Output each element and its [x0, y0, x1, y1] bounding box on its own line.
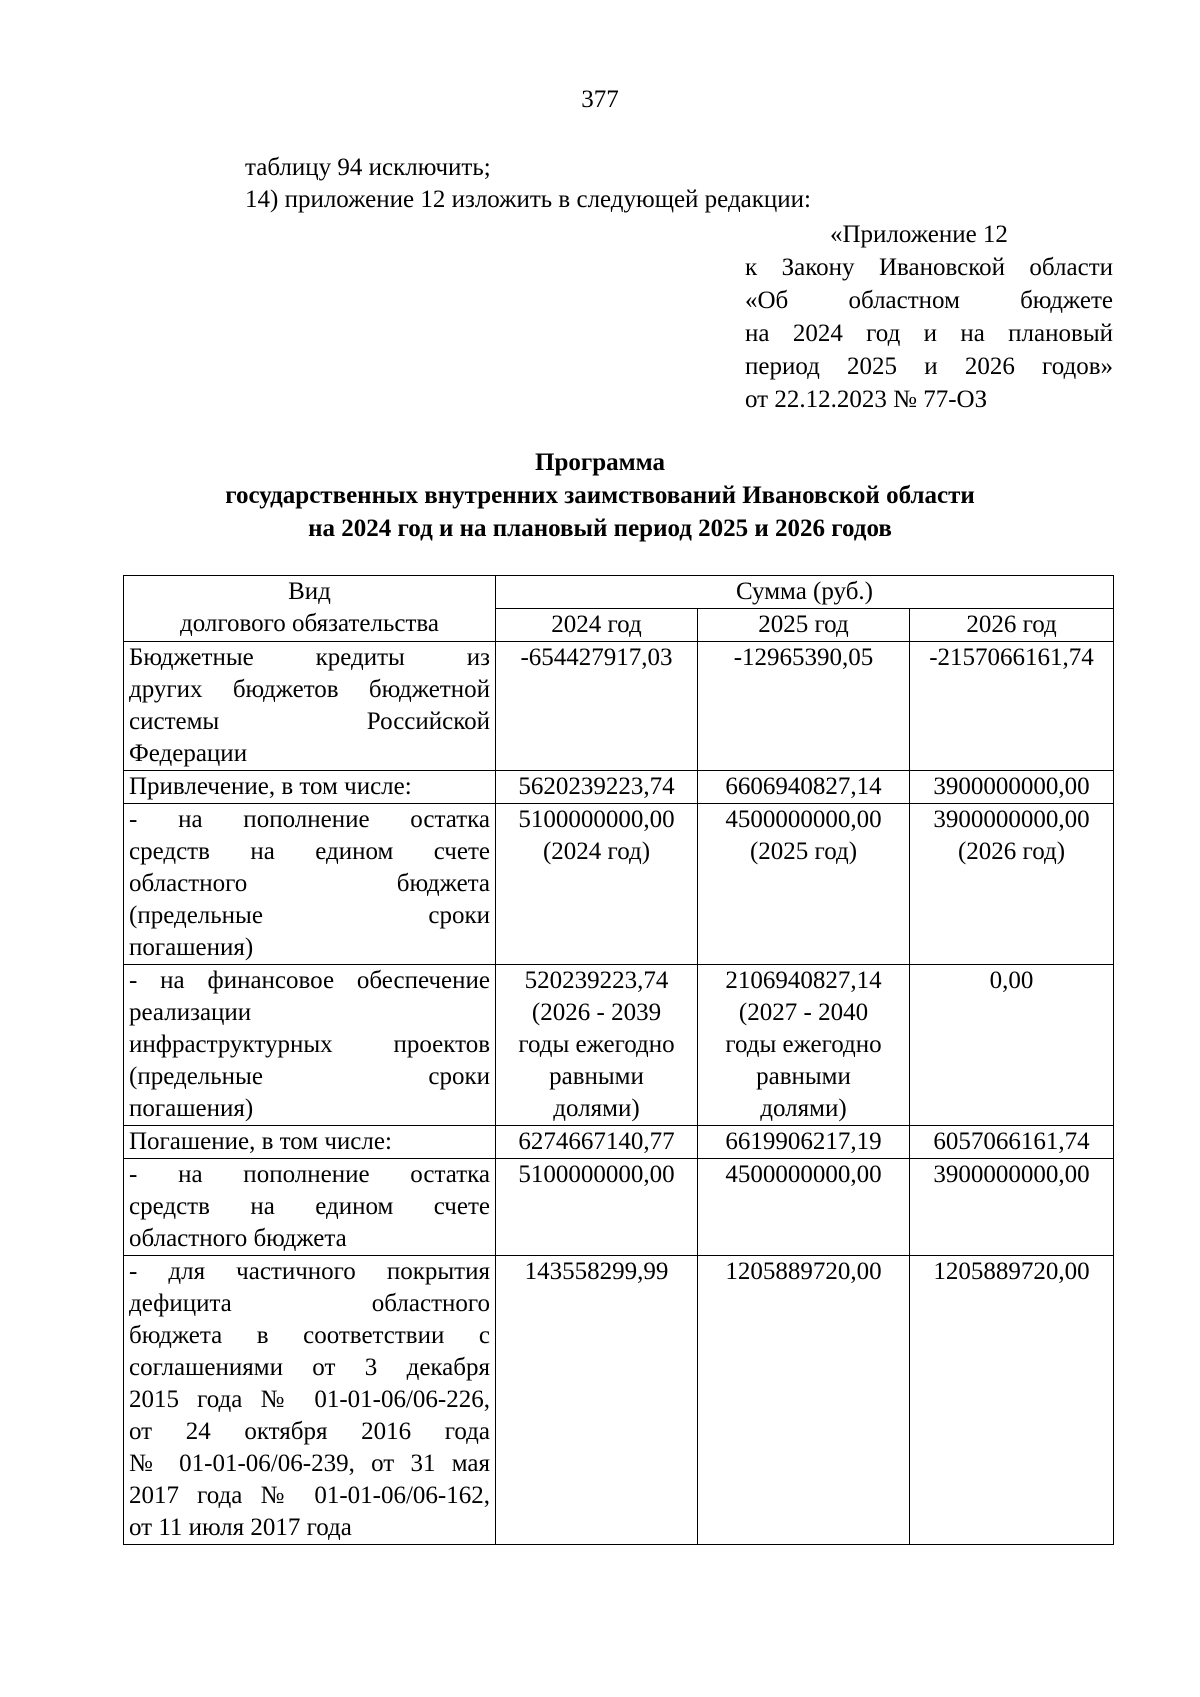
table-header-row [124, 576, 1114, 609]
row-label-line: Федерации [129, 740, 248, 767]
row-label-line: областного бюджета [129, 1225, 347, 1252]
row-label-line: бюджета в соответствии с [129, 1322, 490, 1349]
value-line: 0,00 [989, 967, 1034, 994]
row-label-line: 2015 года № 01-01-06/06-226, [129, 1386, 490, 1413]
row-label-line: Привлечение, в том числе: [129, 773, 412, 800]
row-value-2026 [910, 965, 1114, 1126]
intro-line-1: таблицу 94 исключить; [245, 154, 491, 181]
row-label-line: 2017 года № 01-01-06/06-162, [129, 1482, 490, 1509]
row-label-line: областного бюджета [129, 870, 490, 897]
value-line: 3900000000,00 [933, 1161, 1090, 1188]
appendix-line-4: на 2024 год и на плановый [745, 320, 1113, 347]
header-kind-line-1: Вид [288, 578, 331, 605]
row-label-line: - для частичного покрытия [129, 1258, 490, 1285]
row-label-line: (предельные сроки [129, 1063, 490, 1090]
row-value-2025 [698, 1159, 910, 1256]
appendix-line-6: от 22.12.2023 № 77-ОЗ [745, 386, 988, 413]
value-line: 4500000000,00 [725, 806, 882, 833]
row-label [124, 804, 496, 965]
row-label-line: - на пополнение остатка [129, 1161, 490, 1188]
value-line: (2025 год) [749, 838, 858, 865]
appendix-line-1: «Приложение 12 [830, 221, 1008, 248]
title-line-2: государственных внутренних заимствований Ивановской области [225, 482, 975, 509]
value-line: 3900000000,00 [933, 806, 1090, 833]
value-line: 6606940827,14 [725, 773, 882, 800]
row-label-line: погашения) [129, 1095, 254, 1122]
header-sum: Сумма (руб.) [496, 576, 1114, 609]
row-label [124, 1126, 496, 1159]
intro-text [245, 152, 811, 216]
row-value-2024 [496, 804, 698, 965]
value-line: равными [549, 1063, 644, 1090]
table-row [124, 804, 1114, 965]
value-line: -654427917,03 [520, 644, 673, 671]
value-line: 6274667140,77 [518, 1128, 675, 1155]
row-label-line: погашения) [129, 934, 254, 961]
value-line: долями) [760, 1095, 847, 1122]
row-label-line: Бюджетные кредиты из [129, 644, 490, 671]
appendix-line-5: период 2025 и 2026 годов» [745, 353, 1113, 380]
row-label [124, 1256, 496, 1545]
value-line: 6619906217,19 [725, 1128, 882, 1155]
row-value-2024 [496, 1256, 698, 1545]
value-line: 2106940827,14 [725, 967, 882, 994]
row-value-2024 [496, 1126, 698, 1159]
header-year-2024: 2024 год [496, 609, 698, 642]
value-line: 1205889720,00 [725, 1258, 882, 1285]
value-line: 143558299,99 [524, 1258, 669, 1285]
row-label-line: Погашение, в том числе: [129, 1128, 392, 1155]
value-line: -2157066161,74 [929, 644, 1094, 671]
value-line: 6057066161,74 [933, 1128, 1090, 1155]
row-label-line: соглашениями от 3 декабря [129, 1354, 490, 1381]
value-line: 3900000000,00 [933, 773, 1090, 800]
table-row [124, 1159, 1114, 1256]
value-line: 5620239223,74 [518, 773, 675, 800]
value-line: 520239223,74 [524, 967, 669, 994]
table-row [124, 965, 1114, 1126]
value-line: 1205889720,00 [933, 1258, 1090, 1285]
value-line: долями) [553, 1095, 640, 1122]
row-value-2024 [496, 642, 698, 771]
row-value-2026 [910, 1256, 1114, 1545]
table-row [124, 1256, 1114, 1545]
header-year-2025: 2025 год [698, 609, 910, 642]
row-label [124, 771, 496, 804]
row-label-line: других бюджетов бюджетной [129, 676, 490, 703]
value-line: (2026 - 2039 [531, 999, 662, 1026]
value-line: (2024 год) [542, 838, 651, 865]
intro-line-2: 14) приложение 12 изложить в следующей редакции: [245, 186, 811, 213]
row-label [124, 642, 496, 771]
table-body [124, 642, 1114, 1545]
row-value-2024 [496, 771, 698, 804]
title-line-1: Программа [535, 449, 665, 476]
row-label-line: средств на едином счете [129, 838, 490, 865]
value-line: годы ежегодно [518, 1031, 675, 1058]
row-label-line: (предельные сроки [129, 902, 490, 929]
value-line: 5100000000,00 [518, 1161, 675, 1188]
value-line: 4500000000,00 [725, 1161, 882, 1188]
table-row [124, 771, 1114, 804]
value-line: -12965390,05 [733, 644, 874, 671]
row-label [124, 1159, 496, 1256]
row-value-2025 [698, 965, 910, 1126]
row-value-2025 [698, 642, 910, 771]
row-value-2025 [698, 1126, 910, 1159]
table-row [124, 642, 1114, 771]
page-number: 377 [581, 86, 619, 113]
borrowing-program-table [123, 575, 1114, 1545]
row-label-line: реализации [129, 999, 252, 1026]
row-label-line: от 11 июля 2017 года [129, 1514, 352, 1541]
row-label-line: - на финансовое обеспечение [129, 967, 490, 994]
value-line: (2026 год) [957, 838, 1066, 865]
row-value-2025 [698, 1256, 910, 1545]
row-label-line: дефицита областного [129, 1290, 490, 1317]
row-value-2026 [910, 1126, 1114, 1159]
row-label-line: - на пополнение остатка [129, 806, 490, 833]
title-line-3: на 2024 год и на плановый период 2025 и 2026 годов [308, 515, 892, 542]
row-value-2026 [910, 804, 1114, 965]
row-label [124, 965, 496, 1126]
row-label-line: системы Российской [129, 708, 490, 735]
header-year-2026: 2026 год [910, 609, 1114, 642]
row-value-2025 [698, 771, 910, 804]
appendix-line-3: «Об областном бюджете [745, 287, 1113, 314]
row-label-line: инфраструктурных проектов [129, 1031, 490, 1058]
appendix-line-2: к Закону Ивановской области [745, 254, 1113, 281]
document-title [0, 446, 1200, 545]
row-label-line: № 01-01-06/06-239, от 31 мая [129, 1450, 490, 1477]
row-value-2026 [910, 1159, 1114, 1256]
row-value-2025 [698, 804, 910, 965]
row-label-line: средств на едином счете [129, 1193, 490, 1220]
row-label-line: от 24 октября 2016 года [129, 1418, 490, 1445]
header-debt-kind [124, 576, 496, 642]
header-kind-line-2: долгового обязательства [180, 610, 439, 637]
row-value-2024 [496, 1159, 698, 1256]
value-line: 5100000000,00 [518, 806, 675, 833]
row-value-2024 [496, 965, 698, 1126]
row-value-2026 [910, 642, 1114, 771]
value-line: равными [756, 1063, 851, 1090]
row-value-2026 [910, 771, 1114, 804]
value-line: (2027 - 2040 [738, 999, 869, 1026]
appendix-reference [745, 218, 1113, 416]
table-row [124, 1126, 1114, 1159]
value-line: годы ежегодно [725, 1031, 882, 1058]
